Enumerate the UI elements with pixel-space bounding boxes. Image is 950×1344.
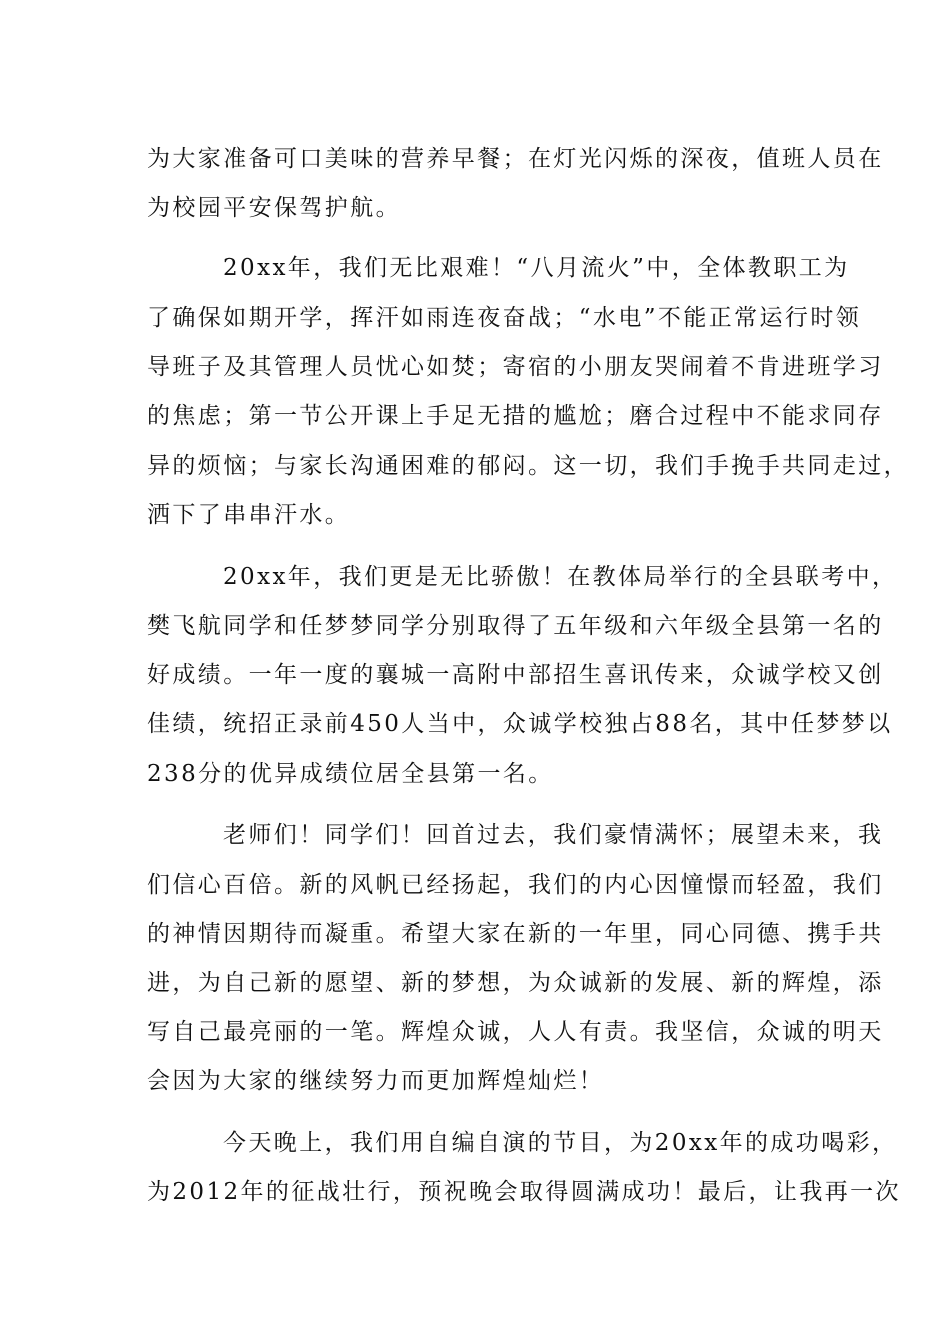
paragraph-4-line-1: 老师们！同学们！回首过去，我们豪情满怀；展望未来，我	[223, 822, 884, 848]
paragraph-2-line-3: 导班子及其管理人员忧心如焚；寄宿的小朋友哭闹着不肯进班学习	[147, 354, 884, 380]
paragraph-2-line-2: 了确保如期开学，挥汗如雨连夜奋战；“水电”不能正常运行时领	[147, 305, 862, 331]
paragraph-5-line-2: 为2012年的征战壮行，预祝晚会取得圆满成功！最后，让我再一次	[147, 1179, 901, 1205]
paragraph-3-line-4: 佳绩，统招正录前450人当中，众诚学校独占88名，其中任梦梦以	[147, 711, 893, 737]
paragraph-4-line-6: 会因为大家的继续努力而更加辉煌灿烂！	[147, 1068, 605, 1094]
paragraph-4-line-4: 进，为自己新的愿望、新的梦想，为众诚新的发展、新的辉煌，添	[147, 970, 884, 996]
paragraph-3-line-1: 20xx年，我们更是无比骄傲！在教体局举行的全县联考中，	[223, 564, 898, 590]
paragraph-2-line-5: 异的烦恼；与家长沟通困难的郁闷。这一切，我们手挽手共同走过，	[147, 453, 909, 479]
paragraph-5-line-1: 今天晚上，我们用自编自演的节目，为20xx年的成功喝彩，	[223, 1130, 898, 1156]
paragraph-2-line-1: 20xx年，我们无比艰难！“八月流火”中，全体教职工为	[223, 255, 850, 281]
paragraph-3-line-3: 好成绩。一年一度的襄城一高附中部招生喜讯传来，众诚学校又创	[147, 662, 884, 688]
paragraph-4-line-3: 的神情因期待而凝重。希望大家在新的一年里，同心同德、携手共	[147, 921, 884, 947]
paragraph-2-line-4: 的焦虑；第一节公开课上手足无措的尴尬；磨合过程中不能求同存	[147, 403, 884, 429]
paragraph-2-line-6: 洒下了串串汗水。	[147, 502, 351, 528]
paragraph-1-line-2: 为校园平安保驾护航。	[147, 195, 401, 221]
paragraph-3-line-5: 238分的优异成绩位居全县第一名。	[147, 761, 554, 787]
paragraph-3-line-2: 樊飞航同学和任梦梦同学分别取得了五年级和六年级全县第一名的	[147, 613, 884, 639]
paragraph-4-line-5: 写自己最亮丽的一笔。辉煌众诚，人人有责。我坚信，众诚的明天	[147, 1019, 884, 1045]
paragraph-4-line-2: 们信心百倍。新的风帆已经扬起，我们的内心因憧憬而轻盈，我们	[147, 872, 884, 898]
paragraph-1-line-1: 为大家准备可口美味的营养早餐；在灯光闪烁的深夜，值班人员在	[147, 146, 884, 172]
